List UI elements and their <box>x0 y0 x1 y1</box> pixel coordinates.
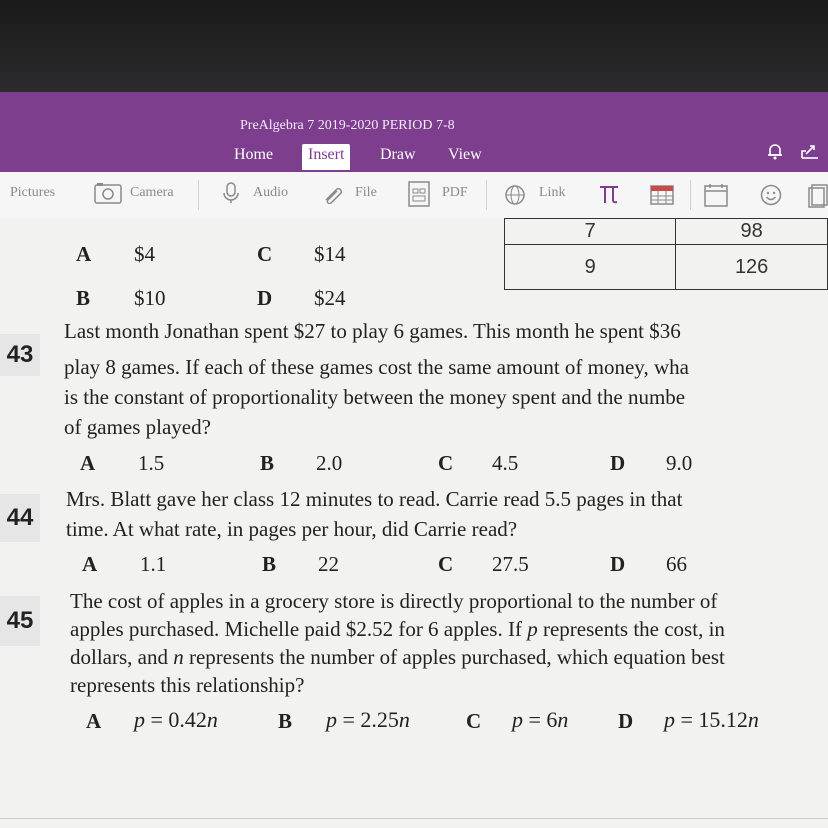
pdf-button[interactable] <box>442 185 468 201</box>
question-text: represents this relationship? <box>70 673 305 697</box>
choice-letter: C <box>466 709 482 733</box>
choice-letter: A <box>86 709 102 733</box>
pictures-label: Pictures <box>10 185 56 200</box>
pdf-label: PDF <box>442 185 468 200</box>
emoji-icon[interactable] <box>760 184 782 206</box>
calendar-icon[interactable] <box>704 183 728 207</box>
table-row <box>505 219 828 245</box>
choice-value: 2.0 <box>316 451 343 475</box>
file-label: File <box>355 185 377 200</box>
tab-home[interactable]: Home <box>234 146 274 163</box>
choice-letter: B <box>262 552 277 576</box>
camera-label: Camera <box>130 185 174 200</box>
link-label: Link <box>539 185 566 200</box>
choice-letter: D <box>610 451 626 475</box>
choice-letter: C <box>257 242 273 266</box>
table-cell: 126 <box>676 245 828 290</box>
tab-draw[interactable]: Draw <box>380 146 416 163</box>
choice-equation: p = 15.12n <box>664 707 759 732</box>
question-text: dollars, and n represents the number of apples purchased, which equation best <box>70 645 725 669</box>
page-divider <box>0 818 828 819</box>
pictures-button[interactable] <box>10 185 55 201</box>
choice-value: 27.5 <box>492 552 529 576</box>
share-icon[interactable] <box>800 142 822 160</box>
bell-icon[interactable] <box>766 142 784 160</box>
question-number: 44 <box>0 494 40 542</box>
table-cell: 7 <box>505 219 676 245</box>
choice-value: 66 <box>666 552 687 576</box>
choice-letter: A <box>76 242 92 266</box>
choice-value: $14 <box>314 242 346 266</box>
ribbon-divider <box>690 180 691 210</box>
question-text: time. At what rate, in pages per hour, did Carrie read? <box>66 517 518 541</box>
choice-value: $4 <box>134 242 155 266</box>
table-row <box>505 245 828 290</box>
equation-pi-icon[interactable] <box>598 183 620 205</box>
question-text: of games played? <box>64 415 211 439</box>
question-text: Last month Jonathan spent $27 to play 6 games. This month he spent $36 <box>64 319 681 343</box>
choice-value: 1.1 <box>140 552 167 576</box>
tab-view[interactable]: View <box>448 146 482 163</box>
ratio-table <box>504 218 828 290</box>
choice-value: $24 <box>314 286 346 310</box>
choice-equation: p = 6n <box>512 707 569 732</box>
notebook-title: PreAlgebra 7 2019-2020 PERIOD 7-8 <box>240 118 455 133</box>
table-cell: 98 <box>676 219 828 245</box>
audio-button[interactable] <box>253 185 288 201</box>
choice-value: 22 <box>318 552 339 576</box>
microphone-icon[interactable] <box>222 182 240 204</box>
audio-label: Audio <box>253 185 288 200</box>
choice-letter: D <box>610 552 626 576</box>
choice-value: $10 <box>134 286 166 310</box>
table-icon[interactable] <box>650 185 674 205</box>
choice-value: 4.5 <box>492 451 519 475</box>
question-text: apples purchased. Michelle paid $2.52 for 6 apples. If p represents the cost, in <box>70 617 725 641</box>
choice-letter: B <box>260 451 275 475</box>
choice-letter: C <box>438 451 454 475</box>
ribbon-divider <box>486 180 487 210</box>
choice-letter: B <box>76 286 91 310</box>
choice-value: 9.0 <box>666 451 693 475</box>
link-globe-icon[interactable] <box>504 184 530 206</box>
choice-letter: A <box>80 451 96 475</box>
paperclip-icon[interactable] <box>322 184 344 204</box>
camera-button[interactable] <box>130 185 174 201</box>
question-text: Mrs. Blatt gave her class 12 minutes to read. Carrie read 5.5 pages in that <box>66 487 683 511</box>
choice-value: 1.5 <box>138 451 165 475</box>
choice-letter: D <box>618 709 634 733</box>
monitor-bezel <box>0 0 828 92</box>
choice-letter: A <box>82 552 98 576</box>
choice-letter: C <box>438 552 454 576</box>
camera-icon[interactable] <box>94 182 122 204</box>
question-text: play 8 games. If each of these games cost the same amount of money, wha <box>64 355 689 379</box>
file-button[interactable] <box>355 185 377 201</box>
table-cell: 9 <box>505 245 676 290</box>
question-number: 45 <box>0 596 40 646</box>
question-text: is the constant of proportionality between the money spent and the numbe <box>64 385 686 409</box>
ribbon-divider <box>198 180 199 210</box>
tab-insert[interactable]: Insert <box>302 144 350 170</box>
choice-letter: D <box>257 286 273 310</box>
question-text: The cost of apples in a grocery store is directly proportional to the number of <box>70 589 718 613</box>
link-button[interactable] <box>539 185 565 201</box>
choice-equation: p = 0.42n <box>134 707 218 732</box>
choice-equation: p = 2.25n <box>326 707 410 732</box>
pdf-icon[interactable] <box>408 181 430 207</box>
question-number: 43 <box>0 334 40 376</box>
choice-letter: B <box>278 709 293 733</box>
stickers-icon[interactable] <box>808 184 828 208</box>
